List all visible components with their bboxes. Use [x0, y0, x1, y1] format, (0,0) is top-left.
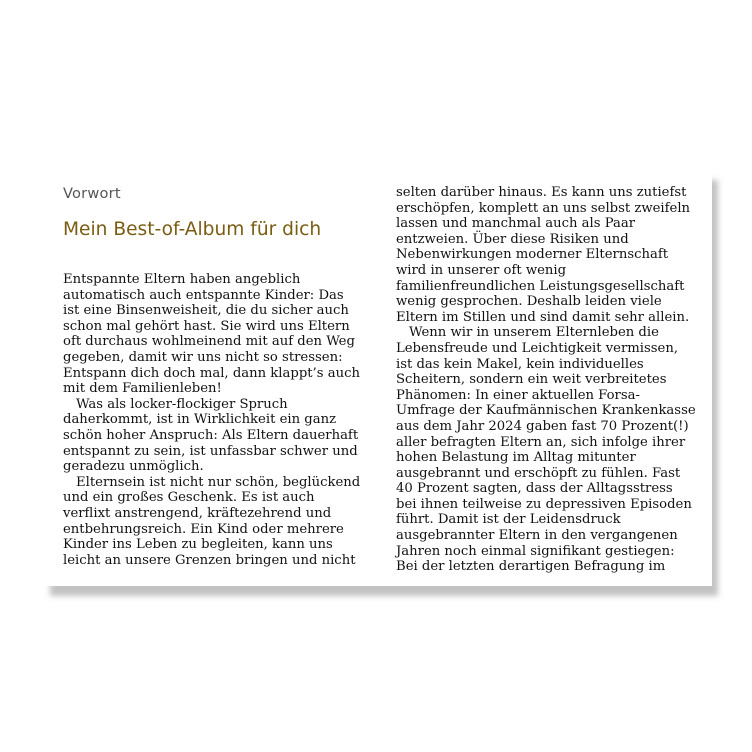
- text-line: automatisch auch entspannte Kinder: Das: [63, 287, 344, 303]
- text-line: Jahren noch einmal signifikant gestiegen:: [396, 543, 675, 559]
- text-line: schon mal gehört hast. Sie wird uns Eltern: [63, 318, 350, 334]
- text-line: und ein großes Geschenk. Es ist auch: [63, 490, 315, 506]
- text-line: hohen Belastung im Alltag mitunter: [396, 450, 636, 466]
- text-line: leicht an unsere Grenzen bringen und nicht: [63, 552, 356, 568]
- paragraph-start-line: Was als locker-flockiger Spruch: [76, 396, 288, 412]
- paragraph-start-line: Wenn wir in unserem Elternleben die: [409, 325, 659, 341]
- text-line: wenig gesprochen. Deshalb leiden viele: [396, 294, 662, 310]
- text-line: schön hoher Anspruch: Als Eltern dauerhaft: [63, 427, 359, 443]
- text-line: oft durchaus wohlmeinend mit auf den Weg: [63, 334, 355, 350]
- text-line: wird in unserer oft wenig: [396, 262, 567, 278]
- left-column-text: [63, 272, 363, 568]
- text-line: Phänomen: In einer aktuellen Forsa-: [396, 387, 640, 403]
- text-line: Eltern im Stillen und sind damit sehr allein.: [396, 309, 690, 325]
- text-line: 40 Prozent sagten, dass der Alltagsstress: [396, 481, 673, 497]
- chapter-title: Mein Best-of-Album für dich: [63, 219, 322, 240]
- text-line: lassen und manchmal auch als Paar: [396, 216, 636, 232]
- paragraph-start-line: Elternsein ist nicht nur schön, beglückend: [76, 474, 361, 490]
- text-line: entzweien. Über diese Risiken und: [396, 231, 629, 247]
- text-line: familienfreundlichen Leistungsgesellschaft: [396, 278, 685, 294]
- text-line: daherkommt, ist in Wirklichkeit ein ganz: [63, 412, 337, 428]
- text-line: verflixt anstrengend, kräftezehrend und: [63, 505, 332, 521]
- text-line: Kinder ins Leben zu begleiten, kann uns: [63, 537, 333, 553]
- text-line: Lebensfreude und Leichtigkeit vermissen,: [396, 340, 679, 356]
- section-label: Vorwort: [63, 185, 121, 202]
- text-line: Scheitern, sondern ein weit verbreitetes: [396, 372, 667, 388]
- text-line: geradezu unmöglich.: [63, 459, 204, 475]
- text-line: Umfrage der Kaufmännischen Krankenkasse: [396, 403, 696, 419]
- text-line: mit dem Familienleben!: [63, 381, 222, 397]
- text-line: entspannt zu sein, ist unfassbar schwer und: [63, 443, 358, 459]
- book-spread: [41, 170, 712, 586]
- text-line: bei ihnen teilweise zu depressiven Episoden: [396, 496, 692, 512]
- text-line: ausgebrannter Eltern in den vergangenen: [396, 528, 678, 544]
- text-line: gegeben, damit wir uns nicht so stressen:: [63, 349, 343, 365]
- right-column-text: [396, 185, 696, 575]
- text-line: aus dem Jahr 2024 gaben fast 70 Prozent(!): [396, 418, 689, 434]
- text-line: Entspann dich doch mal, dann klappt’s auch: [63, 365, 360, 381]
- text-line: aller befragten Eltern an, sich infolge ihrer: [396, 434, 686, 450]
- text-line: ist eine Binsenweisheit, die du sicher auch: [63, 303, 349, 319]
- text-line: Entspannte Eltern haben angeblich: [63, 272, 301, 287]
- text-line: Bei der letzten derartigen Befragung im: [396, 559, 666, 575]
- text-line: erschöpfen, komplett an uns selbst zweifeln: [396, 200, 691, 216]
- text-line: selten darüber hinaus. Es kann uns zutiefst: [396, 185, 687, 200]
- text-line: entbehrungsreich. Ein Kind oder mehrere: [63, 521, 344, 537]
- text-line: Nebenwirkungen moderner Elternschaft: [396, 247, 669, 263]
- text-line: führt. Damit ist der Leidensdruck: [396, 512, 621, 528]
- text-line: ist das kein Makel, kein individuelles: [396, 356, 644, 372]
- text-line: ausgebrannt und erschöpft zu fühlen. Fast: [396, 465, 681, 481]
